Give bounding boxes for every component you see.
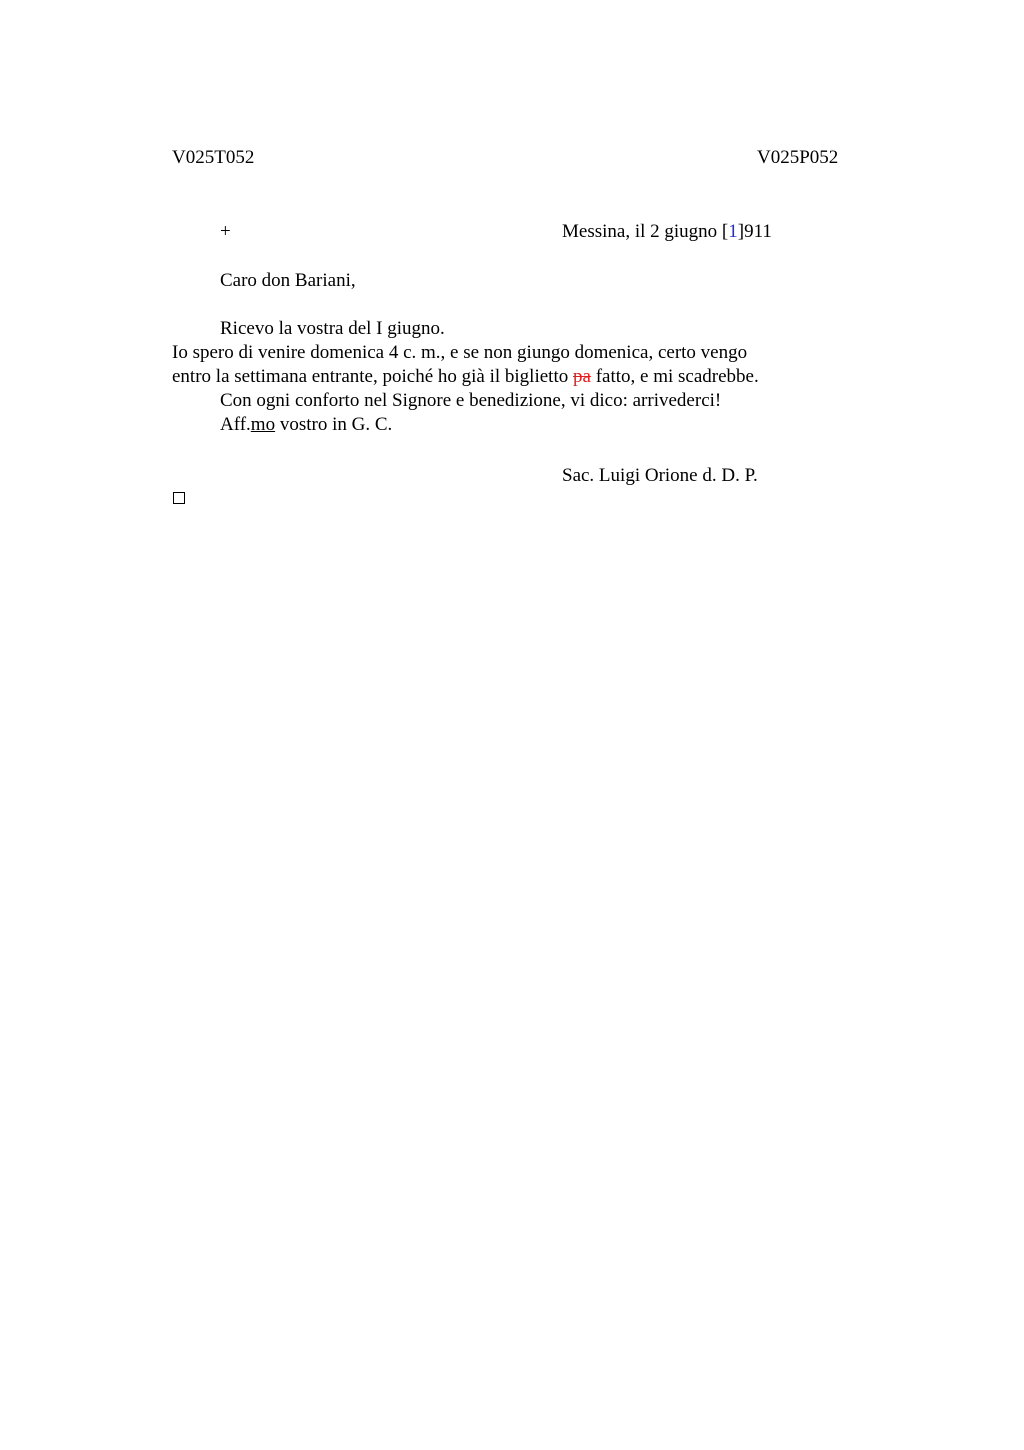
closing-underlined: mo [250, 414, 276, 435]
body-line-1: Ricevo la vostra del I giugno. [220, 318, 445, 339]
place-date-suffix: ]911 [737, 221, 772, 242]
salutation: Caro don Bariani, [220, 270, 356, 291]
end-of-document-box-icon [173, 492, 185, 504]
letter-body [172, 317, 832, 437]
body-line-2: Io spero di venire domenica 4 c. m., e se non giungo domenica, certo vengo [172, 342, 748, 363]
place-date-prefix: Messina, il 2 giugno [ [562, 221, 729, 242]
closing-suffix: vostro in G. C. [275, 414, 393, 435]
body-line-3-after: fatto, e mi scadrebbe. [590, 366, 759, 387]
document-code-right: V025P052 [757, 147, 839, 168]
closing-line [172, 413, 832, 437]
struck-text: pa [573, 366, 591, 387]
closing-prefix: Aff. [220, 414, 251, 435]
signature: Sac. Luigi Orione d. D. P. [562, 465, 758, 486]
body-line-3-before: entro la settimana entrante, poiché ho già il biglietto [172, 366, 573, 387]
editorial-digit: 1 [728, 221, 738, 242]
place-date [562, 220, 772, 244]
body-line-3 [172, 365, 832, 389]
document-code-left: V025T052 [172, 147, 255, 168]
body-line-4: Con ogni conforto nel Signore e benedizione, vi dico: arrivederci! [220, 390, 722, 411]
cross-symbol: + [220, 221, 231, 242]
